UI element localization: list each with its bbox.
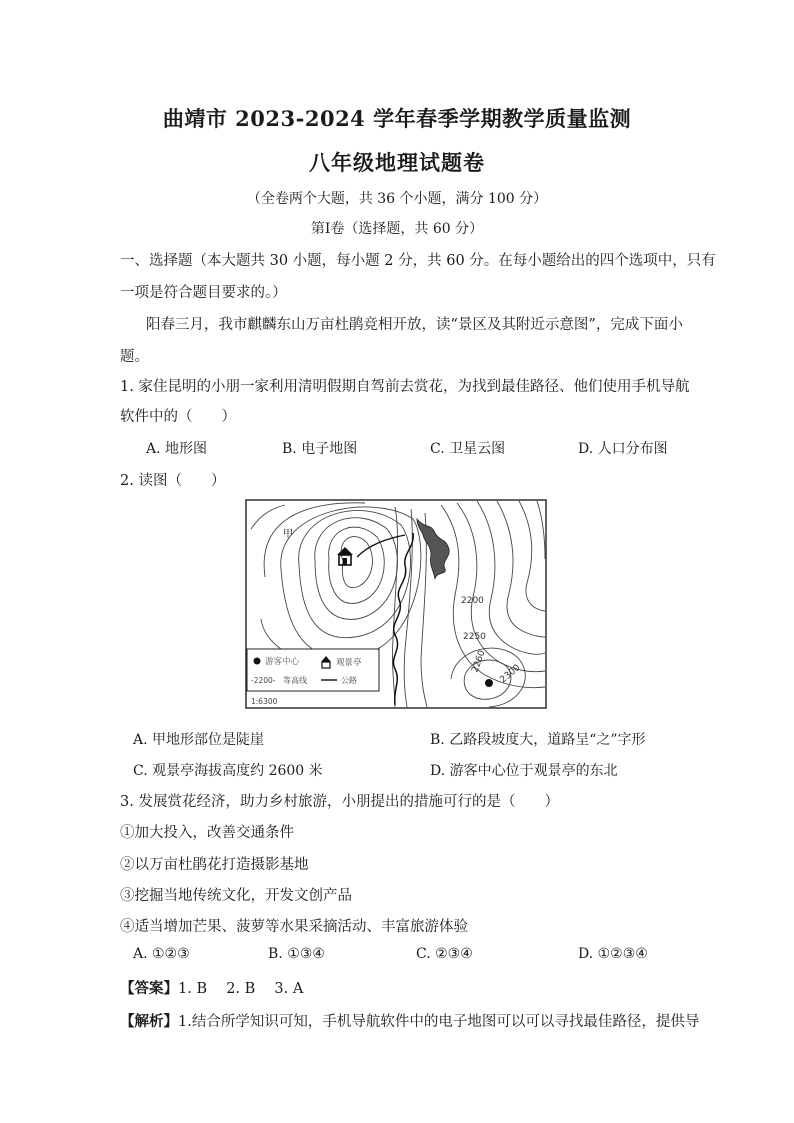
q3-item-3: ③挖掘当地传统文化，开发文创产品 xyxy=(120,888,352,904)
map-scale: 1:6300 xyxy=(251,697,278,706)
q2-option-d: D. 游客中心位于观景亭的东北 xyxy=(430,763,618,779)
q1-option-c: C. 卫星云图 xyxy=(430,441,506,457)
contour-label-2300: 2300 xyxy=(498,662,523,686)
visitor-center-marker xyxy=(485,679,493,687)
legend-visitor-icon xyxy=(254,658,261,665)
q3-item-2: ②以万亩杜鹃花打造摄影基地 xyxy=(120,857,309,873)
analysis-line xyxy=(120,1010,700,1031)
q3-item-1: ①加大投入，改善交通条件 xyxy=(120,825,294,841)
q1-option-d: D. 人口分布图 xyxy=(578,441,668,457)
q1-option-b: B. 电子地图 xyxy=(282,441,358,457)
q3-option-a: A. ①②③ xyxy=(133,946,190,962)
exam-subtitle: 八年级地理试题卷 xyxy=(309,150,485,175)
passage-line-2: 题。 xyxy=(120,349,149,365)
q3-option-c: C. ②③④ xyxy=(416,946,473,962)
q2-option-b: B. 乙路段坡度大，道路呈“之”字形 xyxy=(430,732,646,748)
q2-stem: 2. 读图（ ） xyxy=(120,473,226,489)
q1-stem-2: 软件中的（ ） xyxy=(120,409,236,425)
legend-contour-prefix: -2200- xyxy=(251,676,276,685)
answer-label: 【答案】 xyxy=(120,980,178,997)
map-legend xyxy=(247,649,379,691)
legend-visitor-center: 游客中心 xyxy=(265,657,300,667)
q3-stem: 3. 发展赏花经济，助力乡村旅游，小朋提出的措施可行的是（ ） xyxy=(120,794,559,810)
legend-road: 公路 xyxy=(341,676,357,685)
exam-note: （全卷两个大题，共 36 个小题，满分 100 分） xyxy=(246,191,548,207)
q3-option-d: D. ①②③④ xyxy=(578,946,648,962)
q1-option-a: A. 地形图 xyxy=(146,441,208,457)
volume-heading: 第Ⅰ卷（选择题，共 60 分） xyxy=(310,221,484,237)
q1-stem-1: 1. 家住昆明的小朋一家利用清明假期自驾前去赏花，为找到最佳路径、他们使用手机导航 xyxy=(120,379,690,395)
legend-contour: 等高线 xyxy=(283,676,307,685)
label-jia: 甲 xyxy=(283,529,293,540)
contour-map xyxy=(245,499,547,709)
answer-line xyxy=(120,977,680,998)
analysis-text: 1.结合所学知识可知，手机导航软件中的电子地图可以可以寻找最佳路径，提供导 xyxy=(178,1014,700,1030)
passage-line-1: 阳春三月，我市麒麟东山万亩杜鹃竞相开放，读“景区及其附近示意图”，完成下面小 xyxy=(146,317,683,333)
q3-option-b: B. ①③④ xyxy=(268,946,325,962)
contour-label-2260: 2260 xyxy=(470,649,488,675)
answer-text: 1. B 2. B 3. A xyxy=(178,981,304,997)
q3-item-4: ④适当增加芒果、菠萝等水果采摘活动、丰富旅游体验 xyxy=(120,919,468,935)
legend-pavilion: 观景亭 xyxy=(336,658,362,668)
contour-label-2250: 2250 xyxy=(463,632,486,642)
q2-option-c: C. 观景亭海拔高度约 2600 米 xyxy=(133,763,323,779)
q2-option-a: A. 甲地形部位是陡崖 xyxy=(133,732,265,748)
section-instruction-1: 一、选择题（本大题共 30 小题，每小题 2 分，共 60 分。在每小题给出的四个选项中，只有 xyxy=(120,253,716,269)
analysis-label: 【解析】 xyxy=(120,1013,178,1030)
exam-title: 曲靖市 2023-2024 学年春季学期教学质量监测 xyxy=(162,106,632,131)
contour-label-2200: 2200 xyxy=(461,596,484,606)
section-instruction-2: 一项是符合题目要求的。） xyxy=(120,285,287,301)
